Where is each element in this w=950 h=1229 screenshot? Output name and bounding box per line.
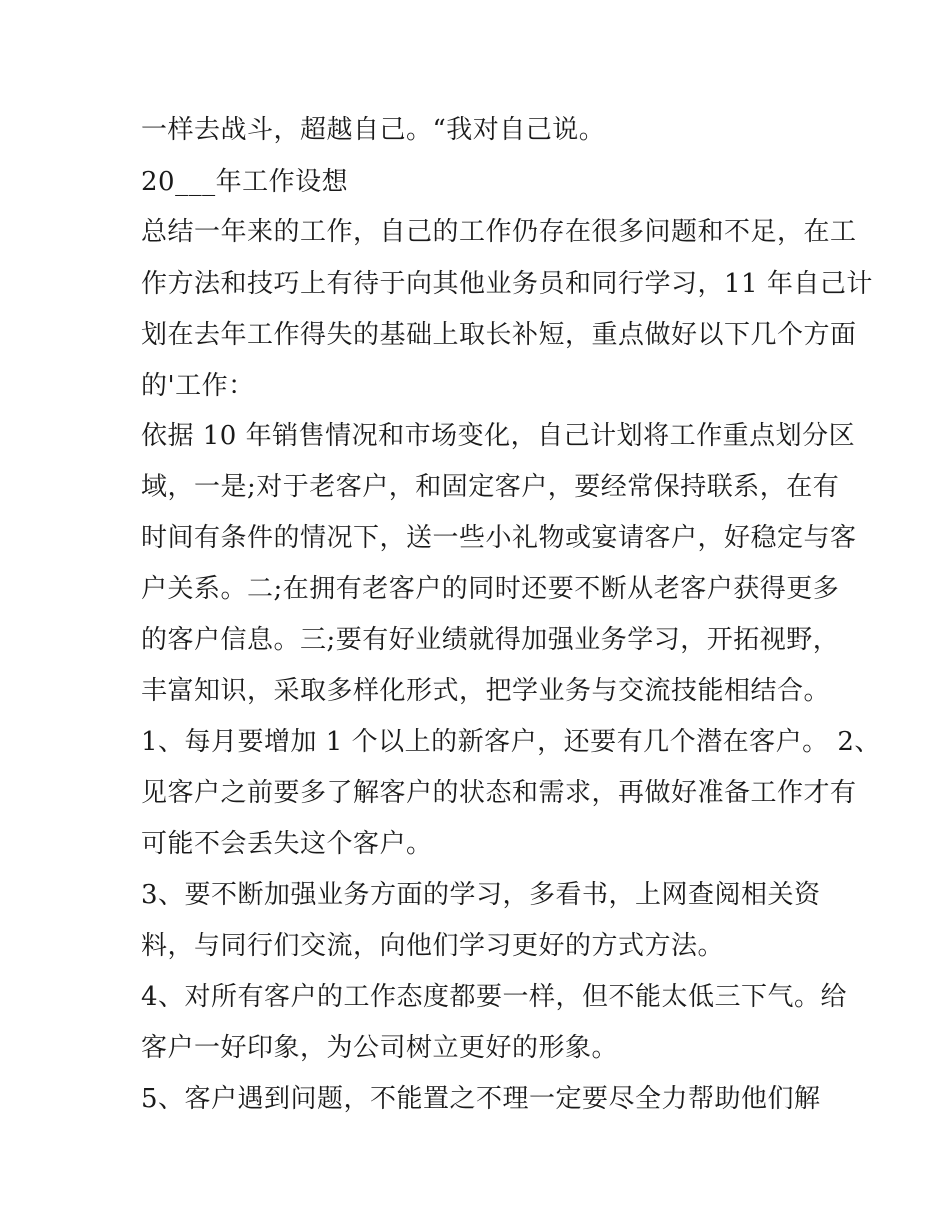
text-line: 域，一是;对于老客户，和固定客户，要经常保持联系，在有 bbox=[141, 472, 840, 502]
text-line: 的客户信息。三;要有好业绩就得加强业务学习，开拓视野， bbox=[141, 625, 840, 655]
text-line: 时间有条件的情况下，送一些小礼物或宴请客户，好稳定与客 bbox=[141, 523, 857, 553]
list-item-line: 4、对所有客户的工作态度都要一样，但不能太低三下气。给 bbox=[141, 982, 848, 1012]
list-item-line: 1、每月要增加 1 个以上的新客户，还要有几个潜在客户。 2、 bbox=[141, 727, 881, 757]
text-line: 一样去战斗，超越自己。“我对自己说。 bbox=[141, 115, 606, 145]
text-line: 客户一好印象，为公司树立更好的形象。 bbox=[141, 1033, 619, 1063]
text-line: 依据 10 年销售情况和市场变化，自己计划将工作重点划分区 bbox=[141, 421, 856, 451]
text-line: 料，与同行们交流，向他们学习更好的方式方法。 bbox=[141, 931, 725, 961]
section-heading: 20___年工作设想 bbox=[141, 167, 349, 197]
list-item-line: 5、客户遇到问题，不能置之不理一定要尽全力帮助他们解 bbox=[141, 1084, 821, 1114]
text-line: 的'工作： bbox=[141, 371, 255, 401]
list-item-line: 3、要不断加强业务方面的学习，多看书，上网查阅相关资 bbox=[141, 880, 821, 910]
text-line: 划在去年工作得失的基础上取长补短，重点做好以下几个方面 bbox=[141, 320, 857, 350]
text-line: 户关系。二;在拥有老客户的同时还要不断从老客户获得更多 bbox=[141, 574, 840, 604]
text-line: 总结一年来的工作，自己的工作仍存在很多问题和不足，在工 bbox=[141, 217, 857, 247]
text-line: 丰富知识，采取多样化形式，把学业务与交流技能相结合。 bbox=[141, 676, 831, 706]
text-line: 见客户之前要多了解客户的状态和需求，再做好准备工作才有 bbox=[141, 778, 857, 808]
text-line: 可能不会丢失这个客户。 bbox=[141, 829, 433, 859]
text-line: 作方法和技巧上有待于向其他业务员和同行学习，11 年自己计 bbox=[141, 269, 873, 299]
